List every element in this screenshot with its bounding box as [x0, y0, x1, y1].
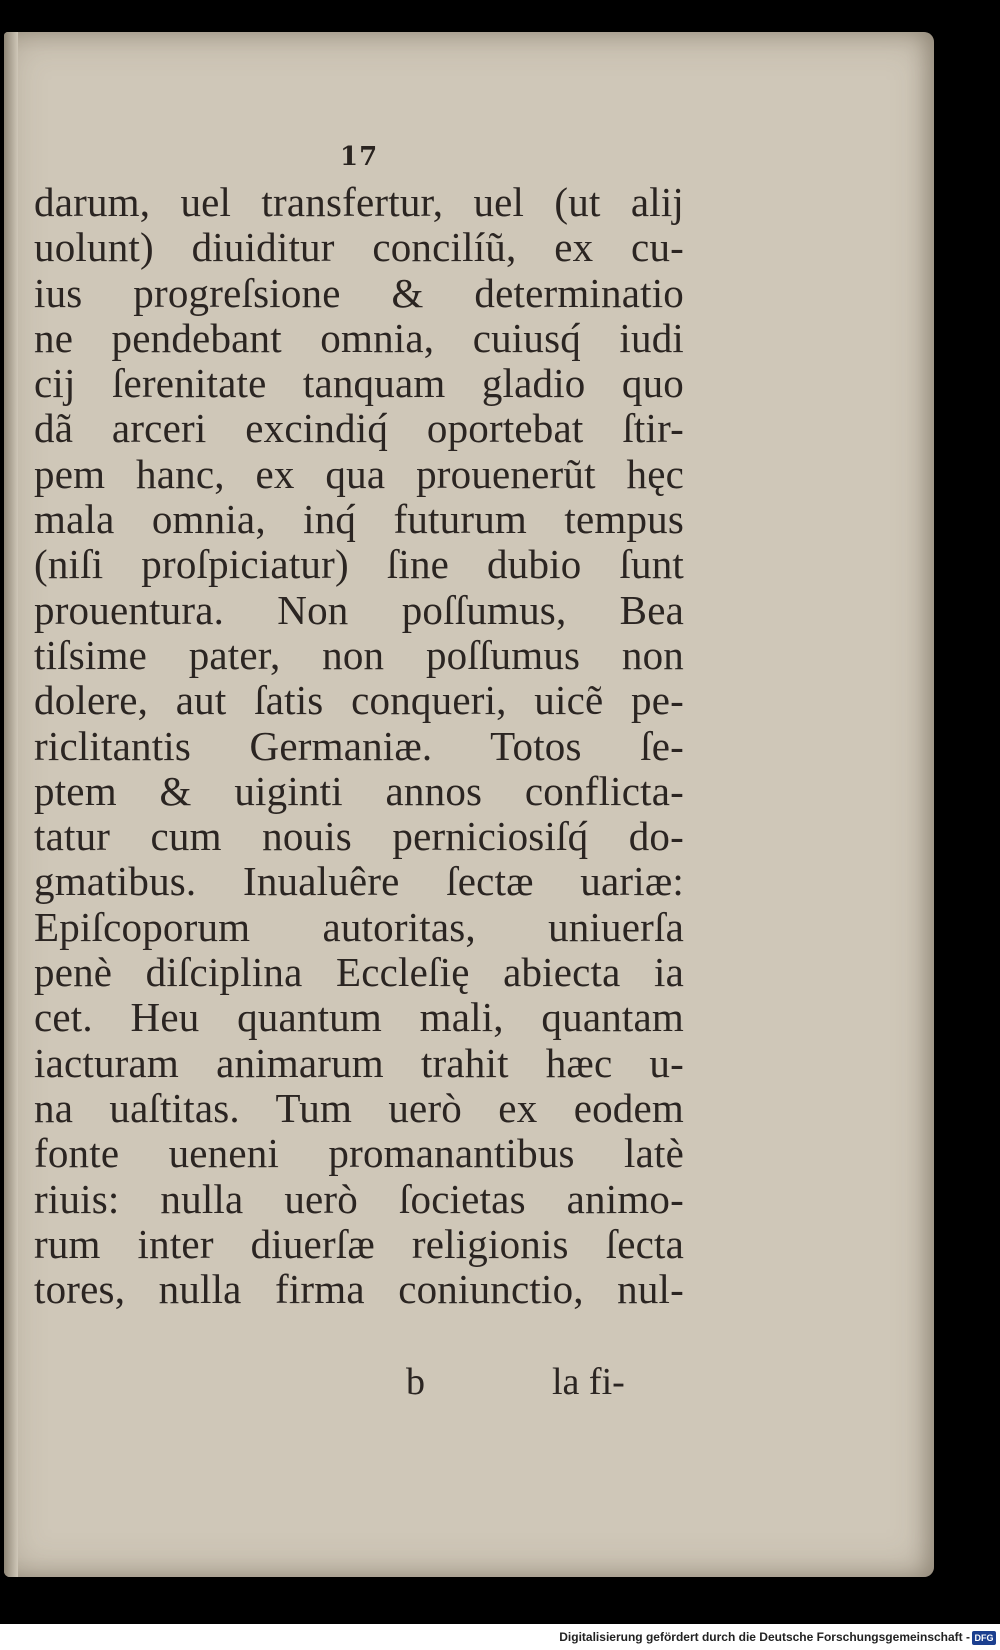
text-line: darum, uel transfertur, uel (ut alij — [34, 179, 684, 225]
signature-mark: b — [406, 1361, 425, 1403]
text-line: na uaſtitas. Tum uerò ex eodem — [34, 1084, 684, 1131]
text-line: prouentura. Non poſſumus, Bea — [34, 586, 684, 633]
text-line: dã arceri excindiq́ oportebat ſtir- — [34, 405, 684, 452]
body-text — [34, 180, 684, 1312]
page-number: 17 — [340, 142, 379, 172]
text-line: tatur cum nouis perniciosiſq́ do- — [34, 813, 684, 860]
text-line: riuis: nulla uerò ſocietas animo- — [34, 1175, 684, 1222]
book-page — [4, 32, 934, 1577]
text-line: ptem & uiginti annos conflicta- — [34, 767, 684, 814]
text-line: mala omnia, inq́ futurum tempus — [34, 496, 684, 543]
text-line: dolere, aut ſatis conqueri, uicẽ pe- — [34, 677, 684, 724]
text-line: uolunt) diuiditur concilíũ, ex cu- — [34, 224, 684, 271]
text-line: penè diſciplina Eccleſię abiecta ia — [34, 949, 684, 996]
dfg-logo-icon: DFG — [972, 1631, 996, 1645]
page-foot — [4, 1360, 934, 1410]
text-line: riclitantis Germaniæ. Totos ſe- — [34, 722, 684, 769]
text-line: cet. Heu quantum mali, quantam — [34, 994, 684, 1041]
text-line: tiſsime pater, non poſſumus non — [34, 631, 684, 678]
text-line: ne pendebant omnia, cuiusq́ iudi — [34, 314, 684, 361]
catchword: la fi- — [552, 1361, 625, 1403]
text-line: iacturam animarum trahit hæc u- — [34, 1039, 684, 1086]
text-line: fonte ueneni promanantibus latè — [34, 1130, 684, 1177]
text-line: pem hanc, ex qua prouenerũt hęc — [34, 450, 684, 497]
text-line: cij ſerenitate tanquam gladio quo — [34, 360, 684, 407]
text-line: rum inter diuerſæ religionis ſecta — [34, 1220, 684, 1267]
text-line: tores, nulla firma coniunctio, nul- — [34, 1266, 684, 1313]
text-line: (niſi proſpiciatur) ſine dubio ſunt — [34, 541, 684, 588]
text-line: ius progreſsione & determinatio — [34, 269, 684, 316]
text-line: Epiſcoporum autoritas, uniuerſa — [34, 903, 684, 950]
digitization-footer — [0, 1624, 1000, 1650]
page-edge-shadow — [4, 32, 18, 1577]
funding-credit: Digitalisierung gefördert durch die Deutsche Forschungsgemeinschaft - — [559, 1630, 970, 1644]
text-line: gmatibus. Inualuêre ſectæ uariæ: — [34, 858, 684, 905]
